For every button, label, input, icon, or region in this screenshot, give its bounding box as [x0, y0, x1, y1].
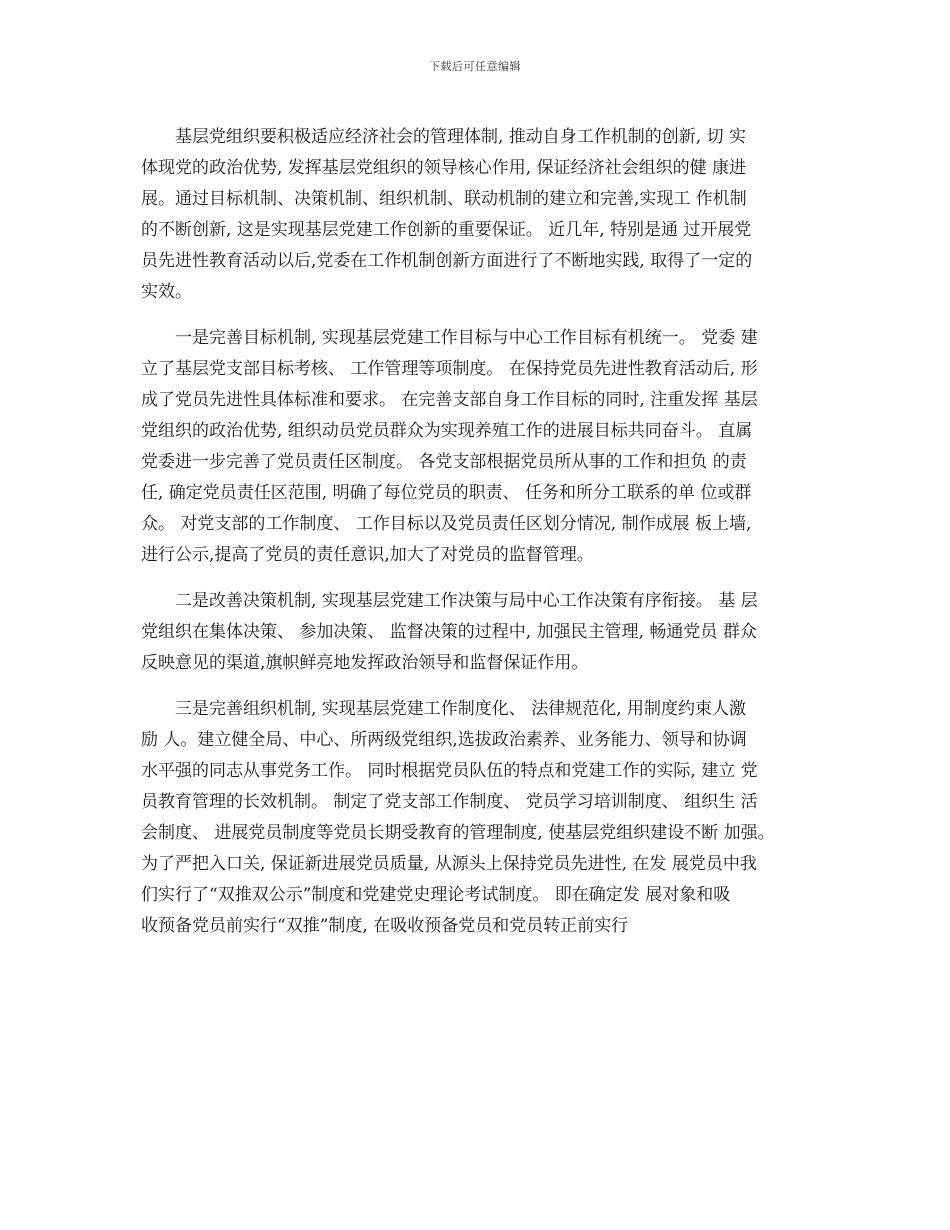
text-line: 的不断创新, 这是实现基层党建工作创新的重要保证。 近几年, 特别是通 过开展党: [141, 220, 752, 240]
text-line: 党组织在集体决策、 参加决策、 监督决策的过程中, 加强民主管理, 畅通党员 群众: [141, 622, 757, 642]
page-header: 下载后可任意编辑: [429, 60, 521, 73]
paragraph-organization-mechanism: [141, 694, 821, 942]
text-line: 展。通过目标机制、决策机制、组织机制、联动机制的建立和完善,实现工 作机制: [141, 189, 747, 209]
text-line: 实效。: [141, 282, 192, 302]
text-line: 为了严把入口关, 保证新进展党员质量, 从源头上保持党员先进性, 在发 展党员中我: [141, 854, 757, 874]
text-line: 收预备党员前实行“双推”制度, 在吸收预备党员和党员转正前实行: [141, 916, 629, 936]
text-line: 一是完善目标机制, 实现基层党建工作目标与中心工作目标有机统一。 党委 建: [175, 328, 758, 348]
text-line: 基层党组织要积极适应经济社会的管理体制, 推动自身工作机制的创新, 切 实: [175, 127, 747, 147]
text-line: 二是改善决策机制, 实现基层党建工作决策与局中心工作决策有序衔接。 基 层: [175, 591, 758, 611]
text-line: 成了党员先进性具体标准和要求。 在完善支部自身工作目标的同时, 注重发挥 基层: [141, 390, 758, 410]
document-body: [141, 122, 821, 957]
text-line: 三是完善组织机制, 实现基层党建工作制度化、 法律规范化, 用制度约束人激: [175, 699, 747, 719]
text-line: 会制度、 进展党员制度等党员长期受教育的管理制度, 使基层党组织建设不断 加强。: [141, 823, 775, 843]
text-line: 体现党的政治优势, 发挥基层党组织的领导核心作用, 保证经济社会组织的健 康进: [141, 158, 747, 178]
text-line: 任, 确定党员责任区范围, 明确了每位党员的职责、 任务和所分工联系的单 位或群: [141, 483, 752, 503]
text-line: 们实行了“双推双公示”制度和党建党史理论考试制度。 即在确定发 展对象和吸: [141, 885, 731, 905]
text-line: 反映意见的渠道,旗帜鲜亮地发挥政治领导和监督保证作用。: [141, 653, 589, 673]
text-line: 进行公示,提高了党员的责任意识,加大了对党员的监督管理。: [141, 545, 594, 565]
text-line: 员教育管理的长效机制。 制定了党支部工作制度、 党员学习培训制度、 组织生 活: [141, 792, 758, 812]
text-line: 立了基层党支部目标考核、 工作管理等项制度。 在保持党员先进性教育活动后, 形: [141, 359, 758, 379]
text-line: 励 人。建立健全局、中心、所两级党组织,选拔政治素养、业务能力、领导和协调: [141, 730, 747, 750]
text-line: 水平强的同志从事党务工作。 同时根据党员队伍的特点和党建工作的实际, 建立 党: [141, 761, 758, 781]
paragraph-intro: [141, 122, 821, 308]
paragraph-goal-mechanism: [141, 323, 821, 571]
text-line: 员先进性教育活动以后,党委在工作机制创新方面进行了不断地实践, 取得了一定的: [141, 251, 753, 271]
paragraph-decision-mechanism: [141, 586, 821, 679]
text-line: 众。 对党支部的工作制度、 工作目标以及党员责任区划分情况, 制作成展 板上墙,: [141, 514, 752, 534]
text-line: 党委进一步完善了党员责任区制度。 各党支部根据党员所从事的工作和担负 的责: [141, 452, 747, 472]
text-line: 党组织的政治优势, 组织动员党员群众为实现养殖工作的进展目标共同奋斗。 直属: [141, 421, 753, 441]
